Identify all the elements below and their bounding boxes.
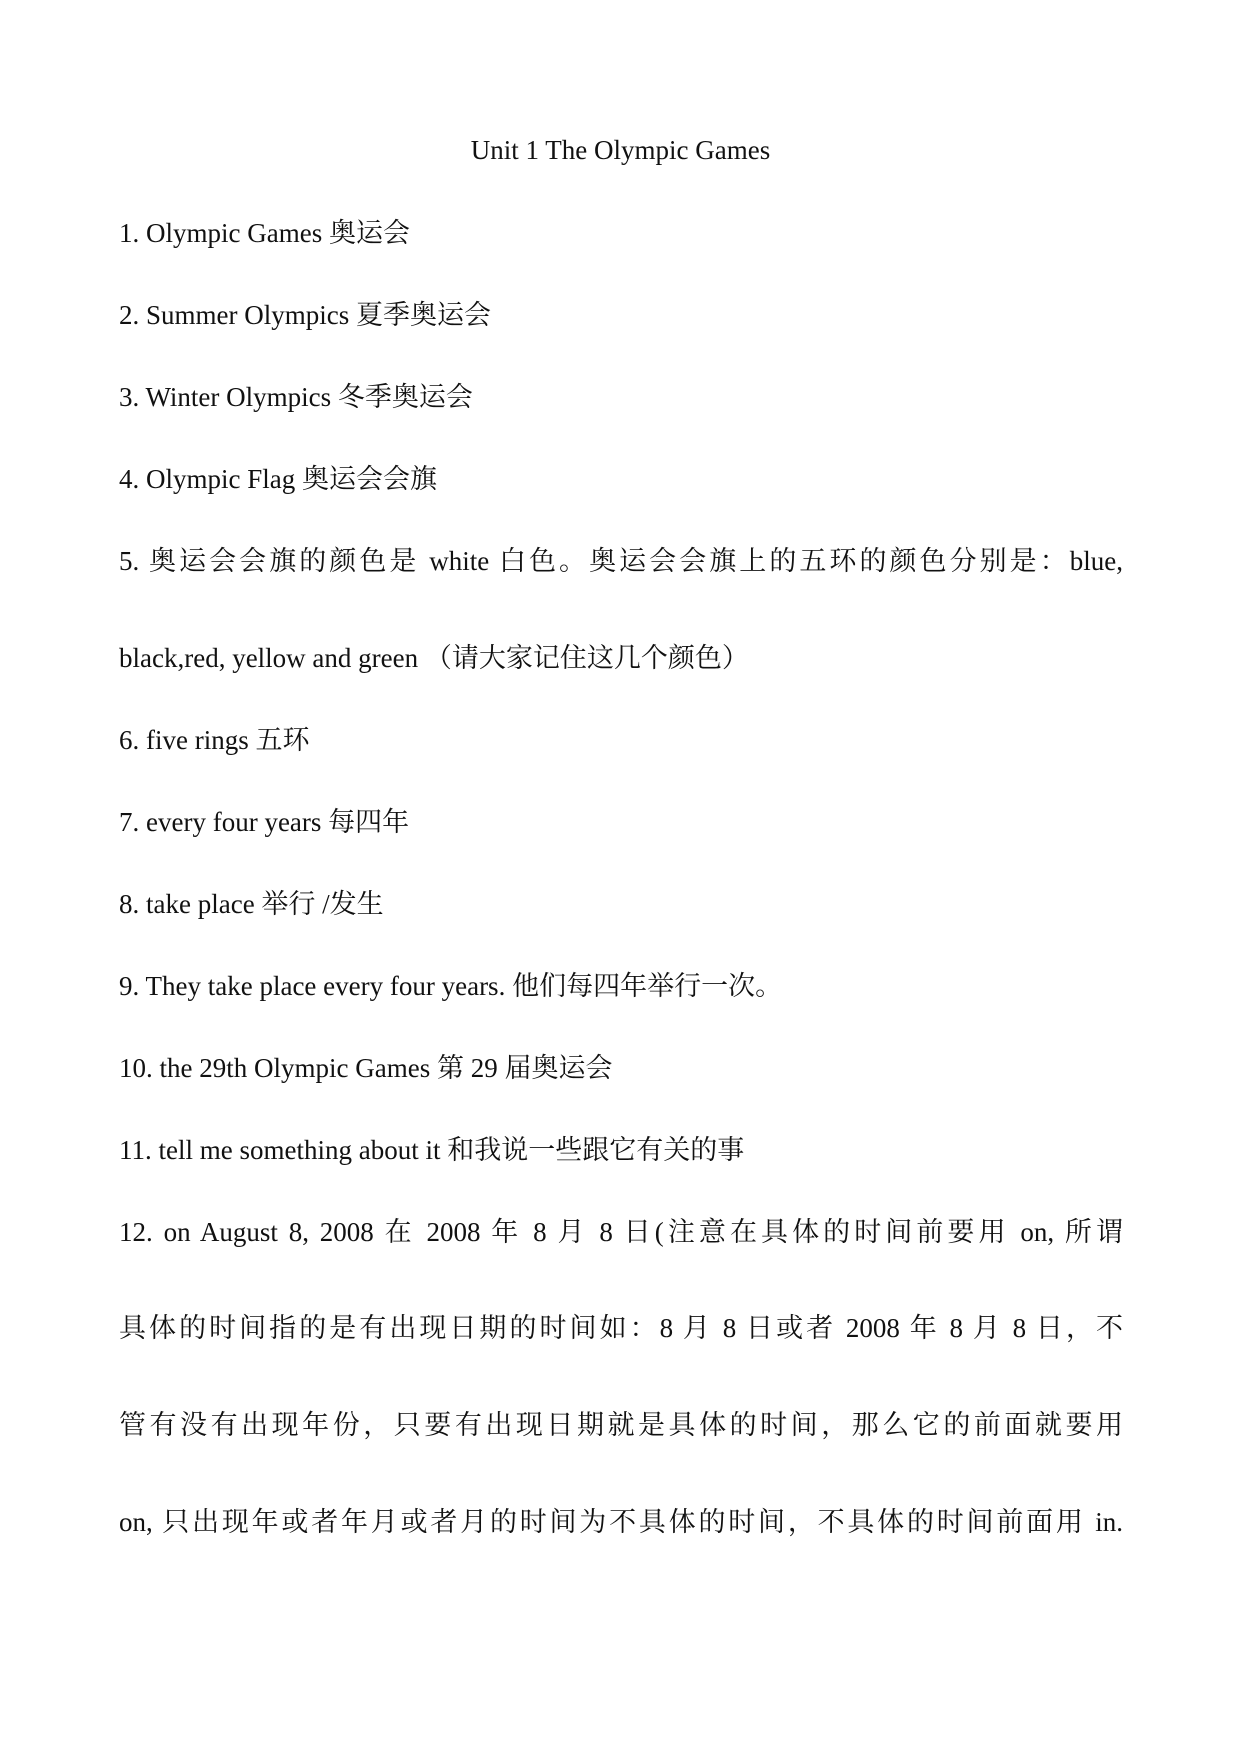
item-12-line-1: 12. on August 8, 2008 在 2008 年 8 月 8 日(注意在具体的时间前要用 on, 所谓 — [119, 1217, 1123, 1247]
item-11: 11. tell me something about it 和我说一些跟它有关的事 — [119, 1135, 745, 1165]
document-title: Unit 1 The Olympic Games — [470, 135, 771, 165]
item-8: 8. take place 举行 /发生 — [119, 889, 384, 919]
item-6: 6. five rings 五环 — [119, 725, 310, 755]
item-1: 1. Olympic Games 奥运会 — [119, 218, 410, 248]
item-7: 7. every four years 每四年 — [119, 807, 410, 837]
item-5-line-2: black,red, yellow and green （请大家记住这几个颜色） — [119, 643, 749, 673]
item-10: 10. the 29th Olympic Games 第 29 届奥运会 — [119, 1053, 613, 1083]
item-5-line-1: 5. 奥运会会旗的颜色是 white 白色。奥运会会旗上的五环的颜色分别是：blue, — [119, 546, 1123, 576]
item-4: 4. Olympic Flag 奥运会会旗 — [119, 464, 437, 494]
item-9: 9. They take place every four years. 他们每四年举行一次。 — [119, 971, 783, 1001]
item-2: 2. Summer Olympics 夏季奥运会 — [119, 300, 491, 330]
item-12-line-2: 具体的时间指的是有出现日期的时间如：8 月 8 日或者 2008 年 8 月 8 日，不 — [119, 1313, 1123, 1343]
item-3: 3. Winter Olympics 冬季奥运会 — [119, 382, 473, 412]
item-12-line-3: 管有没有出现年份，只要有出现日期就是具体的时间，那么它的前面就要用 — [119, 1410, 1123, 1440]
item-12-line-4: on, 只出现年或者年月或者月的时间为不具体的时间，不具体的时间前面用 in. — [119, 1507, 1123, 1537]
